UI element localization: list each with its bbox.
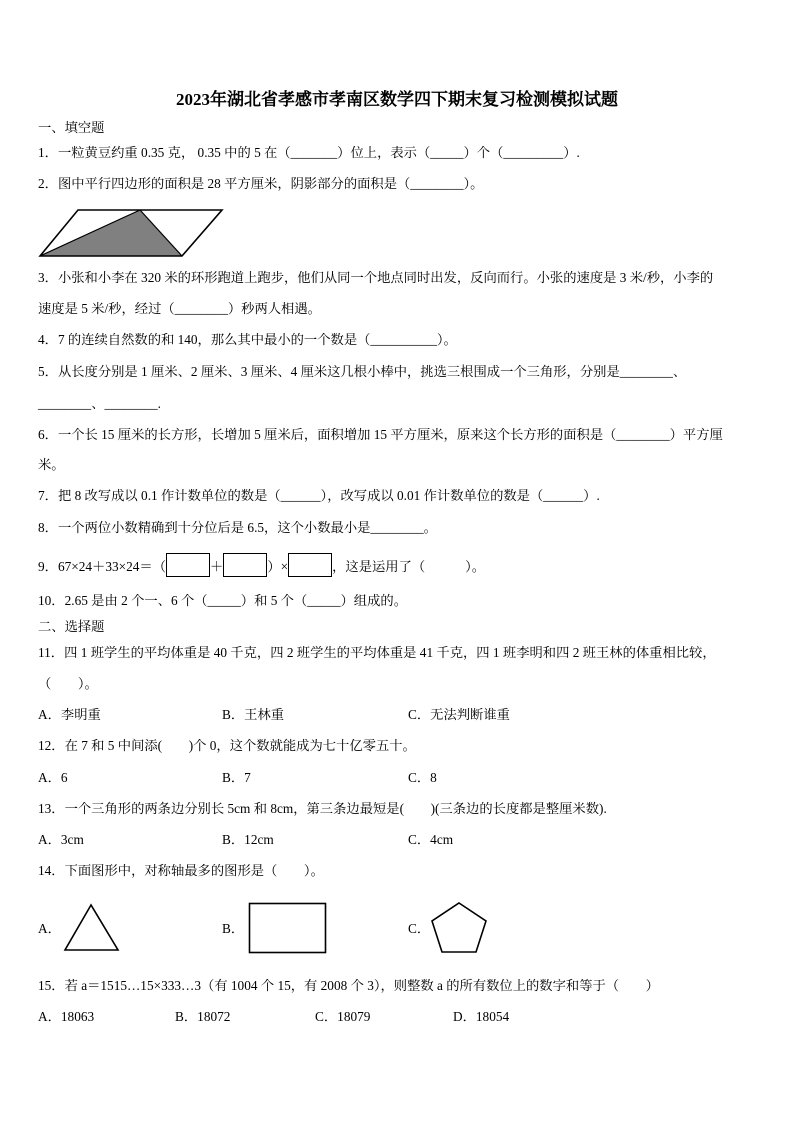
question-12-option-b: B．7 <box>222 770 251 785</box>
pentagon-figure <box>430 901 490 955</box>
question-11-option-b: B．王林重 <box>222 707 285 722</box>
question-14-option-c: C． <box>408 921 431 936</box>
section-heading-fill-in: 一、填空题 <box>38 120 105 135</box>
question-13-option-c: C．4cm <box>408 832 454 847</box>
question-15-option-c: C．18079 <box>315 1009 371 1024</box>
question-11-text-continued: （ ）。 <box>38 676 98 691</box>
question-13-option-a: A．3cm <box>38 832 84 847</box>
question-13-text: 13．一个三角形的两条边分别长 5cm 和 8cm，第三条边最短是( )(三条边的长度都是整厘米数). <box>38 801 607 816</box>
pentagon-outline <box>432 903 486 952</box>
question-12-option-a: A．6 <box>38 770 68 785</box>
answer-box-1 <box>166 553 210 577</box>
question-1-text: 1．一粒黄豆约重 0.35 克， 0.35 中的 5 在（_______）位上，表示（_____）个（_________）. <box>38 145 580 160</box>
section-heading-multiple-choice: 二、选择题 <box>38 619 105 634</box>
question-12-text: 12．在 7 和 5 中间添( )个 0，这个数就能成为七十亿零五十。 <box>38 738 416 753</box>
question-15-text: 15．若 a＝1515…15×333…3（有 1004 个 15，有 2008 个 3），则整数 a 的所有数位上的数字和等于（ ） <box>38 978 659 993</box>
question-6-text-continued: 米。 <box>38 457 65 472</box>
question-12-option-c: C．8 <box>408 770 437 785</box>
question-5-text: 5．从长度分别是 1 厘米、2 厘米、3 厘米、4 厘米这几根小棒中，挑选三根围成一个三角形，分别是________、 <box>38 364 687 379</box>
question-9-text-before: 9．67×24＋33×24＝（ <box>38 558 167 574</box>
question-9-text-after: ，这是运用了（ ）。 <box>332 558 486 574</box>
question-14-option-a: A． <box>38 921 61 936</box>
question-6-text: 6．一个长 15 厘米的长方形，长增加 5 厘米后，面积增加 15 平方厘米，原来这个长方形的面积是（________）平方厘 <box>38 427 723 442</box>
question-11-text: 11．四 1 班学生的平均体重是 40 千克，四 2 班学生的平均体重是 41 千克，四 1 班李明和四 2 班王林的体重相比较， <box>38 645 716 660</box>
question-14-option-b: B． <box>222 921 245 936</box>
question-11-option-c: C．无法判断谁重 <box>408 707 510 722</box>
question-9-plus: ＋ <box>210 558 224 574</box>
question-8-text: 8．一个两位小数精确到十分位后是 6.5，这个小数最小是________。 <box>38 520 437 535</box>
question-11-option-a: A．李明重 <box>38 707 101 722</box>
question-9-close-times: ）× <box>267 558 289 574</box>
question-9 <box>38 553 485 577</box>
rectangle-figure <box>248 902 327 954</box>
question-15-option-a: A．18063 <box>38 1009 95 1024</box>
triangle-outline <box>65 905 118 950</box>
question-10-text: 10．2.65 是由 2 个一、6 个（_____）和 5 个（_____）组成的。 <box>38 593 407 608</box>
triangle-figure <box>62 902 122 954</box>
question-13-option-b: B．12cm <box>222 832 274 847</box>
question-4-text: 4．7 的连续自然数的和 140，那么其中最小的一个数是（__________）。 <box>38 332 457 347</box>
question-14-text: 14．下面图形中，对称轴最多的图形是（ ）。 <box>38 863 324 878</box>
question-15-option-d: D．18054 <box>453 1009 510 1024</box>
question-7-text: 7．把 8 改写成以 0.1 作计数单位的数是（______），改写成以 0.01 作计数单位的数是（______）. <box>38 488 600 503</box>
answer-box-2 <box>223 553 267 577</box>
rectangle-outline <box>250 904 326 953</box>
page-title: 2023年湖北省孝感市孝南区数学四下期末复习检测模拟试题 <box>176 90 618 109</box>
question-3-text-continued: 速度是 5 米/秒，经过（________）秒两人相遇。 <box>38 301 321 316</box>
parallelogram-figure <box>36 207 226 259</box>
question-3-text: 3．小张和小李在 320 米的环形跑道上跑步，他们从同一个地点同时出发，反向而行。小张的速度是 3 米/秒，小李的 <box>38 270 714 285</box>
question-5-text-continued: ________、________. <box>38 396 161 411</box>
question-2-text: 2．图中平行四边形的面积是 28 平方厘米，阴影部分的面积是（________）。 <box>38 176 484 191</box>
question-15-option-b: B．18072 <box>175 1009 231 1024</box>
answer-box-3 <box>288 553 332 577</box>
